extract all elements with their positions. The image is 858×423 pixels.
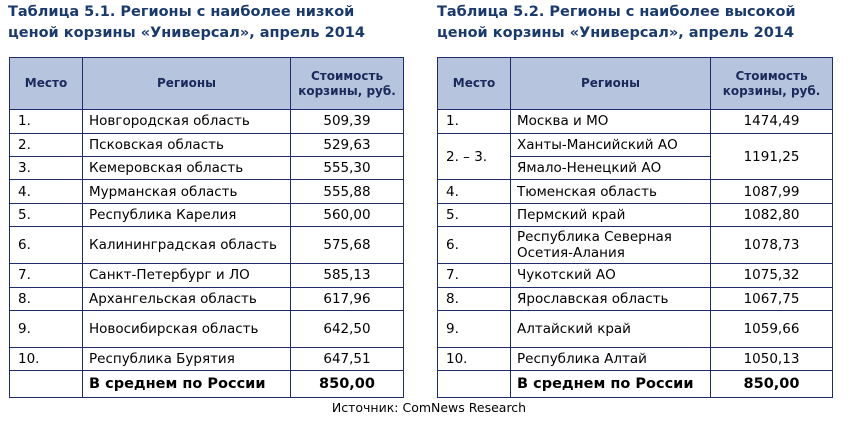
table-row [438,264,833,287]
row-cost: 529,63 [291,133,404,156]
row-cost: 1087,99 [711,180,833,203]
row-cost: 509,39 [291,110,404,133]
row-place: 4. [438,180,511,203]
row-region: Пермский край [511,203,711,226]
table-row [438,347,833,370]
table-row [10,180,404,203]
table-row [438,287,833,310]
row-region: Мурманская область [83,180,291,203]
row-place: 8. [10,287,83,310]
row-place: 2. [10,133,83,156]
average-label: В среднем по России [511,371,711,398]
row-cost: 1191,25 [711,133,833,180]
row-place: 9. [438,311,511,348]
right-title-line-1: Таблица 5.2. Регионы с наиболее высокой [437,4,796,20]
header-cost: Стоимость корзины, руб. [711,58,833,110]
row-region: Калининградская область [83,227,291,264]
row-place: 5. [10,203,83,226]
table-row [438,133,833,156]
table-row [438,227,833,264]
right-table-title [437,2,796,44]
row-cost: 555,88 [291,180,404,203]
row-place: 10. [10,347,83,370]
header-place: Место [10,58,83,110]
row-cost: 555,30 [291,157,404,180]
row-place: 1. [10,110,83,133]
table-header-row [10,58,404,110]
row-region: Республика Алтай [511,347,711,370]
table-average-row [438,371,833,398]
table-row [10,311,404,348]
row-region: Республика Карелия [83,203,291,226]
row-region: Чукотский АО [511,264,711,287]
row-place: 3. [10,157,83,180]
table-row [10,287,404,310]
source-note: Источник: ComNews Research [331,400,527,415]
row-region: Ханты-Мансийский АО [511,133,711,156]
left-price-table [9,57,404,398]
table-row [10,133,404,156]
table-row [10,110,404,133]
average-cost: 850,00 [291,371,404,398]
table-average-row [10,371,404,398]
row-region: Алтайский край [511,311,711,348]
row-region: Республика Бурятия [83,347,291,370]
row-region: Новосибирская область [83,311,291,348]
table-row [10,264,404,287]
row-cost: 560,00 [291,203,404,226]
row-region: Кемеровская область [83,157,291,180]
table-row [10,227,404,264]
row-cost: 1474,49 [711,110,833,133]
row-region: Республика Северная Осетия-Алания [511,227,711,264]
table-row [438,203,833,226]
row-cost: 575,68 [291,227,404,264]
row-region: Тюменская область [511,180,711,203]
average-place [438,371,511,398]
header-region: Регионы [511,58,711,110]
row-cost: 617,96 [291,287,404,310]
row-cost: 642,50 [291,311,404,348]
row-place: 2. – 3. [438,133,511,180]
row-region: Москва и МО [511,110,711,133]
row-place: 7. [10,264,83,287]
row-region: Архангельская область [83,287,291,310]
table-row [10,157,404,180]
row-place: 4. [10,180,83,203]
row-place: 6. [10,227,83,264]
row-place: 7. [438,264,511,287]
row-cost: 585,13 [291,264,404,287]
right-title-line-2: ценой корзины «Универсал», апрель 2014 [437,25,794,41]
average-label: В среднем по России [83,371,291,398]
row-cost: 1075,32 [711,264,833,287]
row-place: 8. [438,287,511,310]
row-region: Псковская область [83,133,291,156]
row-cost: 647,51 [291,347,404,370]
row-cost: 1078,73 [711,227,833,264]
average-place [10,371,83,398]
header-cost: Стоимость корзины, руб. [291,58,404,110]
table-row [438,110,833,133]
row-place: 9. [10,311,83,348]
header-place: Место [438,58,511,110]
average-cost: 850,00 [711,371,833,398]
header-region: Регионы [83,58,291,110]
row-region: Ямало-Ненецкий АО [511,157,711,180]
row-place: 1. [438,110,511,133]
table-row [438,311,833,348]
table-header-row [438,58,833,110]
left-title-line-2: ценой корзины «Универсал», апрель 2014 [8,25,365,41]
row-region: Новгородская область [83,110,291,133]
right-price-table [437,57,833,398]
row-region: Санкт-Петербург и ЛО [83,264,291,287]
left-title-line-1: Таблица 5.1. Регионы с наиболее низкой [8,4,355,20]
row-cost: 1067,75 [711,287,833,310]
row-place: 5. [438,203,511,226]
row-place: 10. [438,347,511,370]
table-row [10,203,404,226]
table-row [438,180,833,203]
row-cost: 1082,80 [711,203,833,226]
row-cost: 1059,66 [711,311,833,348]
row-place: 6. [438,227,511,264]
left-table-title [8,2,365,44]
row-region: Ярославская область [511,287,711,310]
row-cost: 1050,13 [711,347,833,370]
table-row [10,347,404,370]
